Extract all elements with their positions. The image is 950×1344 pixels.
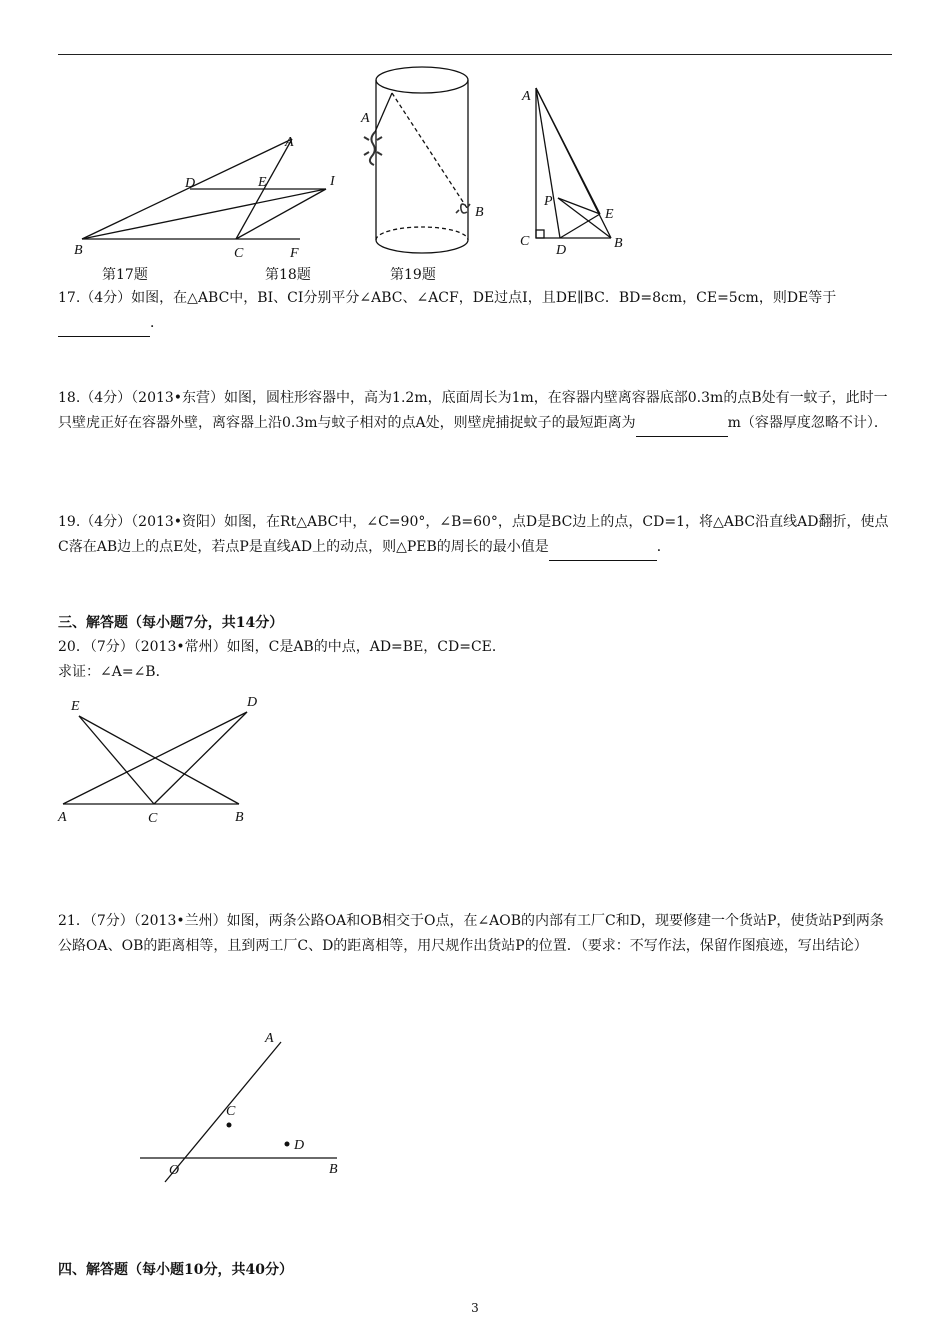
caption-19: 第19题 (390, 267, 436, 283)
question-17-tail: ． (150, 315, 164, 331)
figure-17 (60, 130, 350, 265)
answer-blank-17[interactable] (58, 311, 150, 337)
fig17-label-a: A (285, 135, 294, 150)
question-20-line2: 求证：∠A=∠B． (58, 664, 170, 680)
question-18 (58, 386, 892, 437)
fig17-label-c: C (234, 246, 244, 261)
fig20-label-e: E (71, 699, 80, 714)
fig21-label-c: C (226, 1104, 236, 1119)
fig21-label-b: B (329, 1162, 338, 1177)
fig19-label-c: C (520, 234, 530, 249)
fig19-label-d: D (556, 243, 567, 258)
question-17-text: 17.（4分）如图，在△ABC中，BI、CI分别平分∠ABC、∠ACF，DE过点I，且DE∥BC．BD=8cm，CE=5cm，则DE等于 (58, 290, 837, 306)
figure-20 (55, 690, 275, 830)
answer-blank-19[interactable] (549, 535, 657, 561)
question-19 (58, 510, 892, 561)
section-4-heading: 四、解答题（每小题10分，共40分） (58, 1262, 293, 1278)
fig20-label-a: A (58, 810, 67, 825)
question-21 (58, 909, 892, 959)
point-d (285, 1142, 290, 1147)
fig21-label-a: A (265, 1031, 274, 1046)
fig19-label-e: E (605, 207, 614, 222)
caption-17: 第17题 (102, 267, 148, 283)
question-20 (58, 635, 892, 685)
fig17-label-d: D (185, 176, 196, 191)
figure-21 (135, 1025, 355, 1185)
section-3-heading: 三、解答题（每小题7分，共14分） (58, 615, 284, 631)
fig17-label-f: F (290, 246, 299, 261)
fig19-label-p: P (544, 194, 553, 209)
question-19-tail: ． (656, 539, 671, 555)
question-19-text: 19.（4分）（2013•资阳）如图，在Rt△ABC中，∠C=90°，∠B=60°，点D是BC边上的点，CD=1，将△ABC沿直线AD翻折，使点C落在AB边上的点E处，若点P是直线AD上的动点，则△PEB的周长的最小值是 (58, 514, 889, 555)
question-21-text: 21．（7分）（2013•兰州）如图，两条公路OA和OB相交于O点，在∠AOB的内部有工厂C和D，现要修建一个货站P，使货站P到两条公路OA、OB的距离相等，且到两工厂C、D的距离相等，用尺规作出货站P的位置．（要求：不写作法，保留作图痕迹，写出结论） (58, 913, 884, 954)
fig20-label-c: C (148, 811, 158, 826)
fig21-label-o: O (169, 1163, 180, 1178)
fig19-label-b: B (614, 236, 623, 251)
fig18-label-a: A (361, 111, 370, 126)
page-number: 3 (471, 1301, 479, 1315)
question-18-tail: m（容器厚度忽略不计）． (727, 415, 888, 431)
question-17 (58, 286, 892, 337)
answer-blank-18[interactable] (636, 411, 728, 437)
fig20-label-d: D (247, 695, 258, 710)
fig19-label-a: A (522, 89, 531, 104)
caption-18: 第18题 (265, 267, 311, 283)
figure-19 (510, 80, 630, 260)
fig17-label-e: E (258, 175, 267, 190)
fig17-label-b: B (74, 243, 83, 258)
point-c (227, 1123, 232, 1128)
figure-18 (355, 60, 495, 265)
fig18-label-b: B (475, 205, 484, 220)
fig20-label-b: B (235, 810, 244, 825)
fig21-label-d: D (294, 1138, 305, 1153)
gecko-icon (364, 132, 382, 165)
question-18-text: 18.（4分）（2013•东营）如图，圆柱形容器中，高为1.2m，底面周长为1m，在容器内壁离容器底部0.3m的点B处有一蚊子，此时一只壁虎正好在容器外壁，离容器上沿0.3m与蚊子相对的点A处，则壁虎捕捉蚊子的最短距离为 (58, 390, 888, 431)
question-20-line1: 20．（7分）（2013•常州）如图，C是AB的中点，AD=BE，CD=CE． (58, 639, 506, 655)
fig17-label-i: I (330, 174, 335, 189)
header-rule (58, 54, 892, 55)
